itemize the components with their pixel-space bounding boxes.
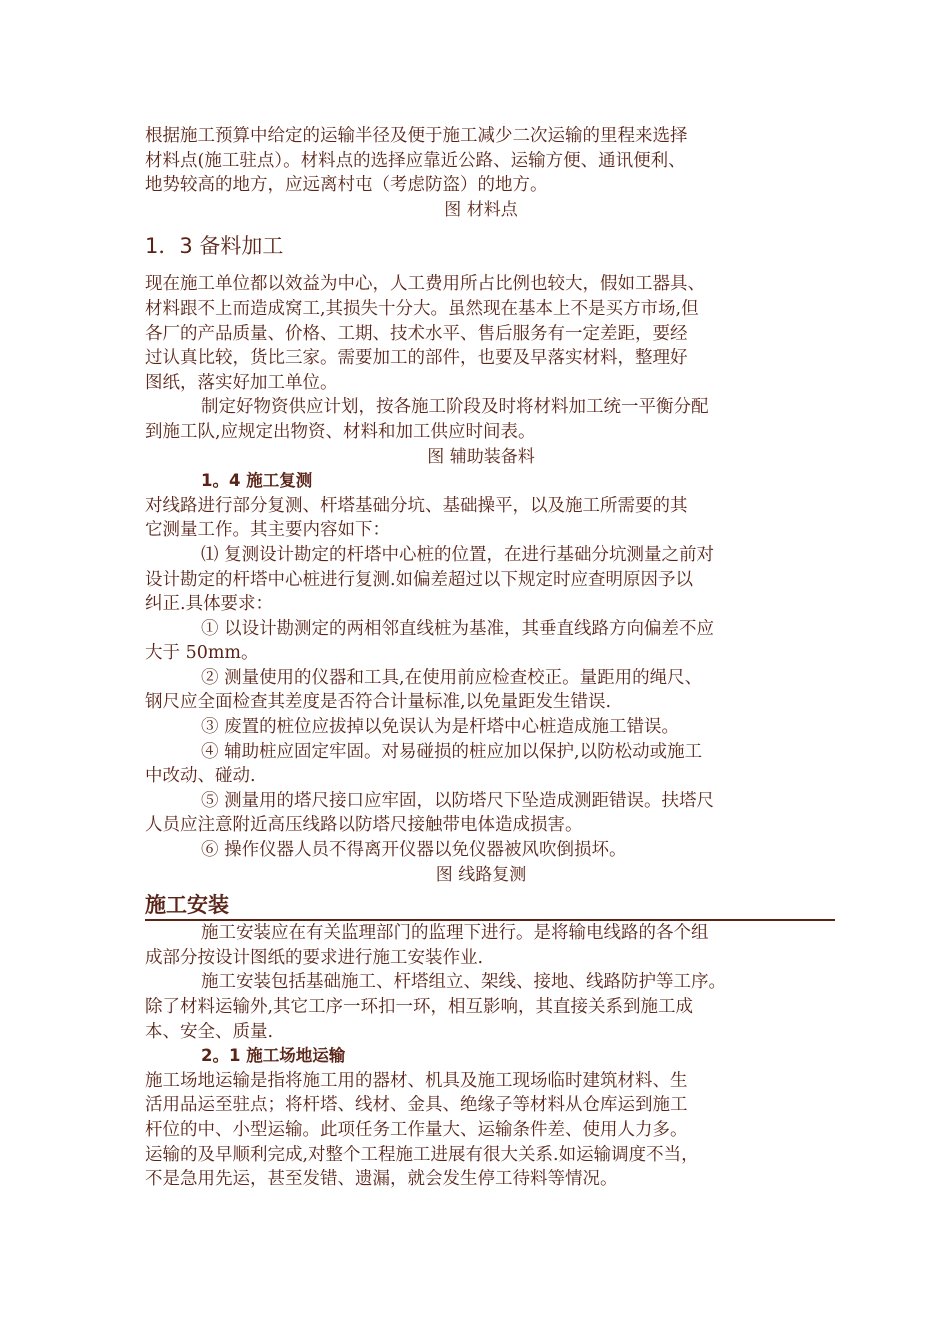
paragraph-line: 设计勘定的杆塔中心桩进行复测.如偏差超过以下规定时应查明原因予以	[145, 569, 694, 590]
list-item: ④ 辅助桩应固定牢固。对易碰损的桩应加以保护,以防松动或施工	[201, 741, 703, 762]
heading-1-4: 1。4 施工复测	[201, 471, 313, 491]
intro-line: 地势较高的地方，应远离村屯（考虑防盗）的地方。	[145, 175, 548, 196]
list-item-continued: 钢尺应全面检查其差度是否符合计量标准,以免量距发生错误.	[145, 692, 612, 713]
list-item-continued: 大于 50mm。	[145, 643, 259, 664]
paragraph-line: 到施工队,应规定出物资、材料和加工供应时间表。	[145, 421, 536, 442]
paragraph-line: 运输的及早顺利完成,对整个工程施工进展有很大关系.如运输调度不当，	[145, 1144, 699, 1165]
paragraph-line: 图纸，落实好加工单位。	[145, 372, 338, 393]
paragraph-line: 过认真比较，货比三家。需要加工的部件，也要及早落实材料，整理好	[145, 348, 688, 369]
paragraph-line: 施工安装应在有关监理部门的监理下进行。是将输电线路的各个组	[201, 923, 709, 944]
figure-caption: 图 材料点	[444, 199, 518, 220]
paragraph-line: 活用品运至驻点；将杆塔、线材、金具、绝缘子等材料从仓库运到施工	[145, 1095, 688, 1116]
paragraph-line: 现在施工单位都以效益为中心，人工费用所占比例也较大，假如工器具、	[145, 274, 705, 295]
figure-caption: 图 辅助装备料	[427, 446, 535, 467]
list-item: ② 测量使用的仪器和工具,在使用前应检查校正。量距用的绳尺、	[201, 667, 703, 688]
paragraph-line: ⑴ 复测设计勘定的杆塔中心桩的位置，在进行基础分坑测量之前对	[201, 544, 715, 565]
list-item: ③ 废置的桩位应拔掉以免误认为是杆塔中心桩造成施工错误。	[201, 717, 680, 738]
list-item: ① 以设计勘测定的两相邻直线桩为基准，其垂直线路方向偏差不应	[201, 618, 715, 639]
paragraph-line: 不是急用先运，甚至发错、遗漏，就会发生停工待料等情况。	[145, 1169, 618, 1190]
intro-line: 材料点(施工驻点）。材料点的选择应靠近公路、运输方便、通讯便利、	[145, 150, 686, 171]
paragraph-line: 对线路进行部分复测、杆塔基础分坑、基础操平，以及施工所需要的其	[145, 495, 688, 516]
heading-2-1: 2。1 施工场地运输	[201, 1046, 346, 1066]
figure-caption: 图 线路复测	[435, 864, 527, 885]
list-item-continued: 人员应注意附近高压线路以防塔尺接触带电体造成损害。	[145, 815, 583, 836]
paragraph-line: 各厂的产品质量、价格、工期、技术水平、售后服务有一定差距，要经	[145, 323, 688, 344]
list-item: ⑤ 测量用的塔尺接口应牢固，以防塔尺下坠造成测距错误。扶塔尺	[201, 790, 715, 811]
paragraph-line: 施工安装包括基础施工、杆塔组立、架线、接地、线路防护等工序。	[201, 972, 726, 993]
document-page	[145, 124, 817, 1192]
paragraph-line: 材料跟不上而造成窝工,其损失十分大。虽然现在基本上不是买方市场,但	[145, 298, 699, 319]
paragraph-line: 除了材料运输外,其它工序一环扣一环，相互影响，其直接关系到施工成	[145, 997, 694, 1017]
section-heading: 施工安装	[145, 891, 835, 921]
paragraph-line: 纠正.具体要求：	[145, 594, 274, 615]
intro-line: 根据施工预算中给定的运输半径及便于施工减少二次运输的里程来选择	[145, 126, 688, 146]
list-item-continued: 中改动、碰动.	[145, 766, 256, 787]
paragraph-line: 成部分按设计图纸的要求进行施工安装作业.	[145, 947, 484, 968]
paragraph-line: 制定好物资供应计划，按各施工阶段及时将材料加工统一平衡分配	[201, 397, 709, 418]
paragraph-line: 它测量工作。其主要内容如下：	[145, 520, 390, 541]
paragraph-line: 杆位的中、小型运输。此项任务工作量大、运输条件差、使用人力多。	[145, 1119, 688, 1140]
heading-1-3: 1．3 备料加工	[145, 234, 284, 259]
paragraph-line: 本、安全、质量.	[145, 1021, 274, 1042]
list-item: ⑥ 操作仪器人员不得离开仪器以免仪器被风吹倒损坏。	[201, 840, 627, 861]
paragraph-line: 施工场地运输是指将施工用的器材、机具及施工现场临时建筑材料、生	[145, 1070, 688, 1091]
